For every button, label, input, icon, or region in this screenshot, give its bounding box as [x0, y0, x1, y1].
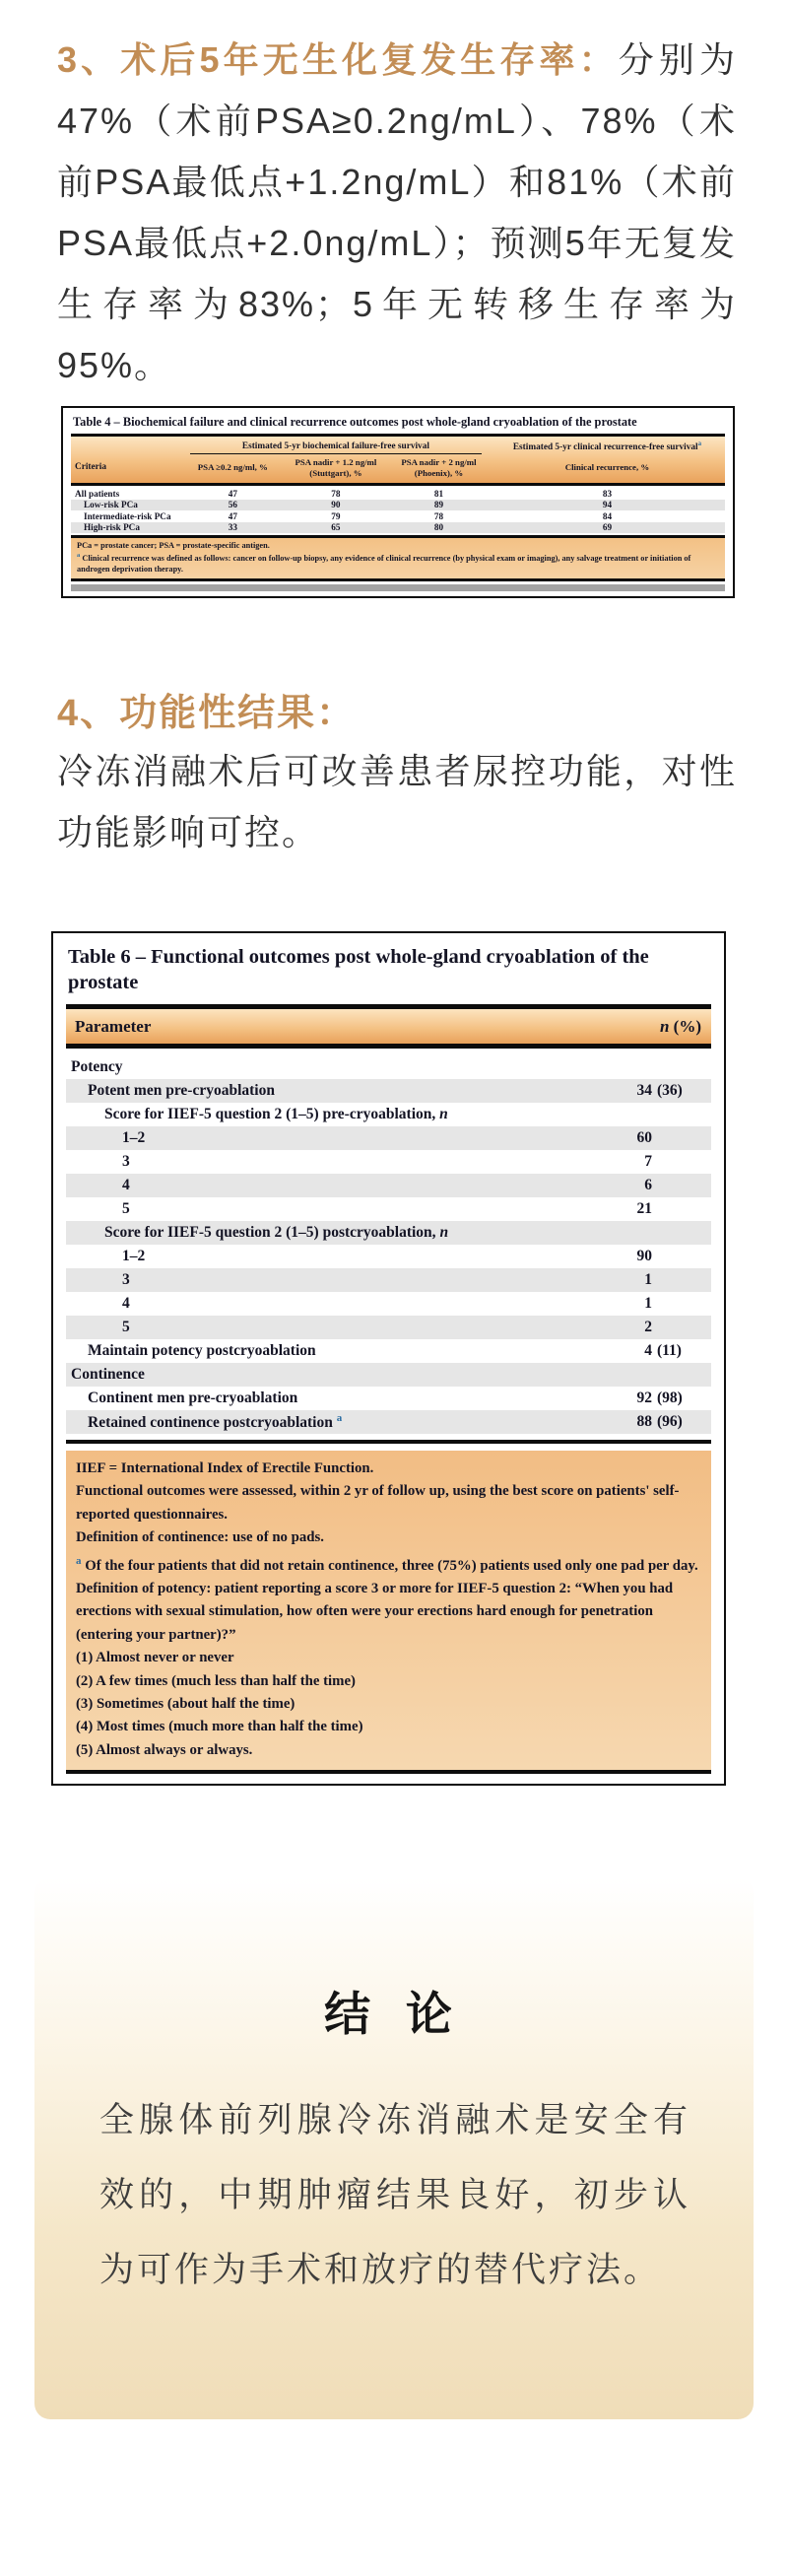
conclusion-body: 全腺体前列腺冷冻消融术是安全有效的，中期肿瘤结果良好，初步认为可作为手术和放疗的替代疗法。 — [99, 2101, 690, 2289]
table6-row — [66, 1174, 711, 1197]
row-value — [592, 1390, 702, 1407]
table6-row — [66, 1055, 711, 1079]
footnote-text: (2) A few times (much less than half the time) — [76, 1672, 356, 1689]
table4-group-biochemical: Estimated 5-yr biochemical failure-free survival — [190, 441, 482, 454]
table4-footnote-definition-text: Clinical recurrence was defined as follows: cancer on follow-up biopsy, any evidence of clinical recurrence (by physical exam or imaging), any salvage treatment or initiation of androgen deprivation therapy. — [77, 553, 691, 574]
row-label-text: Potency — [71, 1058, 123, 1075]
table4-group-clinical-sup: a — [697, 440, 702, 447]
table6-col-parameter: Parameter — [75, 1016, 152, 1036]
table6-col-n-italic: n — [659, 1016, 670, 1036]
table6-footnote-line — [76, 1693, 701, 1716]
section4-paragraph — [57, 741, 737, 863]
row-label — [66, 1153, 130, 1171]
row-value-count: 92 — [636, 1390, 652, 1406]
row-label-italic: n — [439, 1224, 449, 1241]
table6-footnote-line — [76, 1457, 701, 1480]
row-label — [66, 1058, 123, 1076]
table6-row — [66, 1079, 711, 1103]
table4-title: Table 4 – Biochemical failure and clinical recurrence outcomes post whole-gland cryoablation of the prostate — [73, 415, 637, 429]
row-label-text: Continence — [71, 1366, 145, 1383]
table6-row — [66, 1268, 711, 1292]
table6-footnote-line — [76, 1526, 701, 1549]
row-value — [592, 1295, 702, 1313]
row-value-count: 21 — [636, 1200, 652, 1217]
row-value — [592, 1200, 702, 1218]
row-value-percent: (96) — [657, 1413, 683, 1430]
table6-row — [66, 1245, 711, 1268]
table6-title: Table 6 – Functional outcomes post whole-gland cryoablation of the prostate — [68, 946, 649, 993]
table4-footnote-abbrev: PCa = prostate cancer; PSA = prostate-specific antigen. — [77, 540, 270, 550]
row-label — [66, 1248, 145, 1265]
row-value — [592, 1319, 702, 1336]
table6-body — [66, 1055, 711, 1434]
row-value-percent: (36) — [657, 1082, 683, 1099]
row-value-percent — [652, 1200, 702, 1218]
footnote-text: Definition of potency: patient reporting a score 3 or more for IIEF-5 question 2: “When you had erections with sexual stimulation, how often were your erections hard enough for penetration (entering your partner)?” — [76, 1580, 674, 1643]
section3-heading: 3、术后5年无生化复发生存率： — [57, 39, 619, 80]
table6-row — [66, 1410, 711, 1434]
row-label — [66, 1082, 275, 1100]
row-label-text: Score for IIEF-5 question 2 (1–5) postcryoablation, — [104, 1224, 440, 1241]
table6-footnotes — [66, 1451, 711, 1770]
row-value: 69 — [602, 522, 613, 533]
row-value-percent: (98) — [657, 1390, 683, 1406]
table6-header-rule — [66, 1044, 711, 1049]
row-value: 65 — [331, 522, 341, 533]
row-label-text: 3 — [122, 1153, 130, 1170]
row-label — [66, 1224, 448, 1242]
table6-footnote-line — [76, 1670, 701, 1693]
table4-row — [71, 488, 725, 500]
row-label — [66, 1319, 130, 1336]
row-value: 90 — [331, 500, 341, 510]
row-label-text: 1–2 — [122, 1248, 146, 1264]
row-value — [592, 1342, 702, 1360]
section4-heading: 4、功能性结果： — [57, 693, 357, 734]
table6-footnote-line — [76, 1578, 701, 1647]
table6-footnote-line — [76, 1550, 701, 1578]
table4-scan-edge — [71, 584, 725, 591]
table4-footnotes — [71, 538, 725, 579]
row-value-count: 4 — [644, 1342, 652, 1359]
table4-body — [71, 486, 725, 535]
row-value: 56 — [228, 500, 237, 510]
row-criteria: All patients — [75, 488, 120, 499]
table6-row — [66, 1150, 711, 1174]
row-value-count: 2 — [644, 1319, 652, 1335]
row-value: 33 — [228, 522, 237, 533]
row-value: 83 — [602, 488, 613, 499]
row-label-text: Retained continence postcryoablation — [88, 1414, 337, 1432]
row-label-text: Continent men pre-cryoablation — [88, 1390, 298, 1406]
table6-footnote-line — [76, 1739, 701, 1762]
row-value — [592, 1177, 702, 1194]
table6-row — [66, 1316, 711, 1339]
table4-footnote-sup: a — [77, 552, 81, 560]
row-value-count: 60 — [636, 1129, 652, 1146]
row-label — [66, 1106, 448, 1123]
row-value-percent — [652, 1319, 702, 1336]
row-label-text: 5 — [122, 1319, 130, 1335]
row-value: 47 — [228, 488, 237, 499]
row-value: 80 — [433, 522, 444, 533]
row-label — [66, 1390, 297, 1407]
table4-col-stuttgart: PSA nadir + 1.2 ng/ml (Stuttgart), % — [295, 457, 377, 478]
table4-row — [71, 522, 725, 534]
row-value: 84 — [602, 510, 613, 521]
table6-figure — [51, 931, 726, 1786]
table4-col-criteria: Criteria — [75, 462, 107, 473]
row-label — [66, 1412, 342, 1432]
table6-header — [66, 1009, 711, 1044]
row-value-percent — [652, 1153, 702, 1171]
table6-col-n-rest: (%) — [669, 1016, 701, 1036]
table4-header — [71, 437, 725, 483]
row-value-count: 6 — [644, 1177, 652, 1193]
row-value: 47 — [228, 510, 237, 521]
footnote-text: IIEF = International Index of Erectile Function. — [76, 1460, 374, 1476]
table4-col-psa02: PSA ≥0.2 ng/ml, % — [197, 462, 268, 473]
row-value-percent — [652, 1177, 702, 1194]
table6-row — [66, 1363, 711, 1387]
row-value-percent — [652, 1271, 702, 1289]
row-value-percent — [652, 1295, 702, 1313]
table6-row — [66, 1126, 711, 1150]
table6-row — [66, 1339, 711, 1363]
row-label — [66, 1200, 130, 1218]
table6-col-n-percent — [660, 1017, 701, 1037]
footnote-text: Of the four patients that did not retain continence, three (75%) patients used only one pad per day. — [81, 1557, 698, 1574]
row-label — [66, 1177, 130, 1194]
row-value — [592, 1271, 702, 1289]
row-value-percent — [652, 1248, 702, 1265]
row-value-count: 1 — [644, 1295, 652, 1312]
row-value — [592, 1413, 702, 1431]
row-criteria: High-risk PCa — [84, 522, 140, 533]
table6-row — [66, 1292, 711, 1316]
table6-footnote-line — [76, 1716, 701, 1738]
footnote-text: (1) Almost never or never — [76, 1650, 234, 1666]
row-label-sup: a — [336, 1411, 343, 1424]
row-value-count: 7 — [644, 1153, 652, 1170]
footnote-sup: a — [76, 1554, 82, 1567]
table6-body-rule — [66, 1440, 711, 1444]
table4-bottom-rule — [71, 578, 725, 581]
table4-group-clinical — [490, 440, 725, 454]
row-label-text: 5 — [122, 1200, 130, 1217]
conclusion-title: 结 论 — [324, 1990, 464, 2041]
row-value-count: 34 — [636, 1082, 652, 1099]
row-criteria: Intermediate-risk PCa — [84, 510, 171, 521]
table6-footnote-line — [76, 1480, 701, 1526]
row-label-text: 3 — [122, 1271, 130, 1288]
conclusion-card — [34, 1877, 754, 2419]
row-value: 79 — [331, 510, 341, 521]
row-value-count: 1 — [644, 1271, 652, 1288]
table6-row — [66, 1103, 711, 1126]
row-value-count: 88 — [636, 1413, 652, 1430]
row-value-percent — [652, 1129, 702, 1147]
table6-row — [66, 1387, 711, 1410]
row-label-text: 1–2 — [122, 1129, 146, 1146]
table4-figure — [61, 406, 735, 598]
row-value-percent: (11) — [657, 1342, 682, 1359]
row-label — [66, 1271, 130, 1289]
section3-paragraph — [57, 30, 737, 396]
table4-row — [71, 510, 725, 522]
row-value: 89 — [433, 500, 444, 510]
row-value: 78 — [331, 488, 341, 499]
row-label-text: 4 — [122, 1177, 130, 1193]
section4-body-text: 冷冻消融术后可改善患者尿控功能，对性功能影响可控。 — [57, 751, 737, 852]
table6-row — [66, 1221, 711, 1245]
row-criteria: Low-risk PCa — [84, 500, 138, 510]
row-label-text: Maintain potency postcryoablation — [88, 1342, 316, 1359]
row-label-text: Score for IIEF-5 question 2 (1–5) pre-cryoablation, — [104, 1106, 440, 1122]
table6-bottom-rule — [66, 1770, 711, 1774]
row-value — [592, 1129, 702, 1147]
row-value: 81 — [433, 488, 444, 499]
table6-footnote-line — [76, 1647, 701, 1669]
row-label — [66, 1366, 145, 1384]
row-label — [66, 1342, 316, 1360]
row-value — [592, 1248, 702, 1265]
row-label-text: 4 — [122, 1295, 130, 1312]
table4-col-phoenix: PSA nadir + 2 ng/ml (Phoenix), % — [401, 457, 477, 478]
row-label-text: Potent men pre-cryoablation — [88, 1082, 275, 1099]
row-value: 78 — [433, 510, 444, 521]
footnote-text: (3) Sometimes (about half the time) — [76, 1695, 296, 1712]
row-value: 94 — [602, 500, 613, 510]
footnote-text: Definition of continence: use of no pads. — [76, 1529, 324, 1546]
row-value — [592, 1082, 702, 1100]
table4-footnote-definition — [77, 551, 719, 575]
footnote-text: (5) Almost always or always. — [76, 1741, 253, 1758]
row-value-count: 90 — [636, 1248, 652, 1264]
table4-row — [71, 500, 725, 511]
row-value — [592, 1153, 702, 1171]
row-label-italic: n — [439, 1106, 448, 1122]
footnote-text: (4) Most times (much more than half the time) — [76, 1719, 363, 1735]
row-label — [66, 1295, 130, 1313]
table6-row — [66, 1197, 711, 1221]
table4-col-clinical-recurrence: Clinical recurrence, % — [564, 462, 650, 473]
row-label — [66, 1129, 145, 1147]
footnote-text: Functional outcomes were assessed, within 2 yr of follow up, using the best score on patients' self-reported questionnaires. — [76, 1483, 680, 1523]
section3-body-text: 分别为47%（术前PSA≥0.2ng/mL）、78%（术前PSA最低点+1.2ng/mL）和81%（术前PSA最低点+2.0ng/mL）；预测5年无复发生存率为83%；5年无转移生存率为95%。 — [57, 39, 737, 385]
table4-group-clinical-text: Estimated 5-yr clinical recurrence-free survival — [512, 442, 698, 453]
